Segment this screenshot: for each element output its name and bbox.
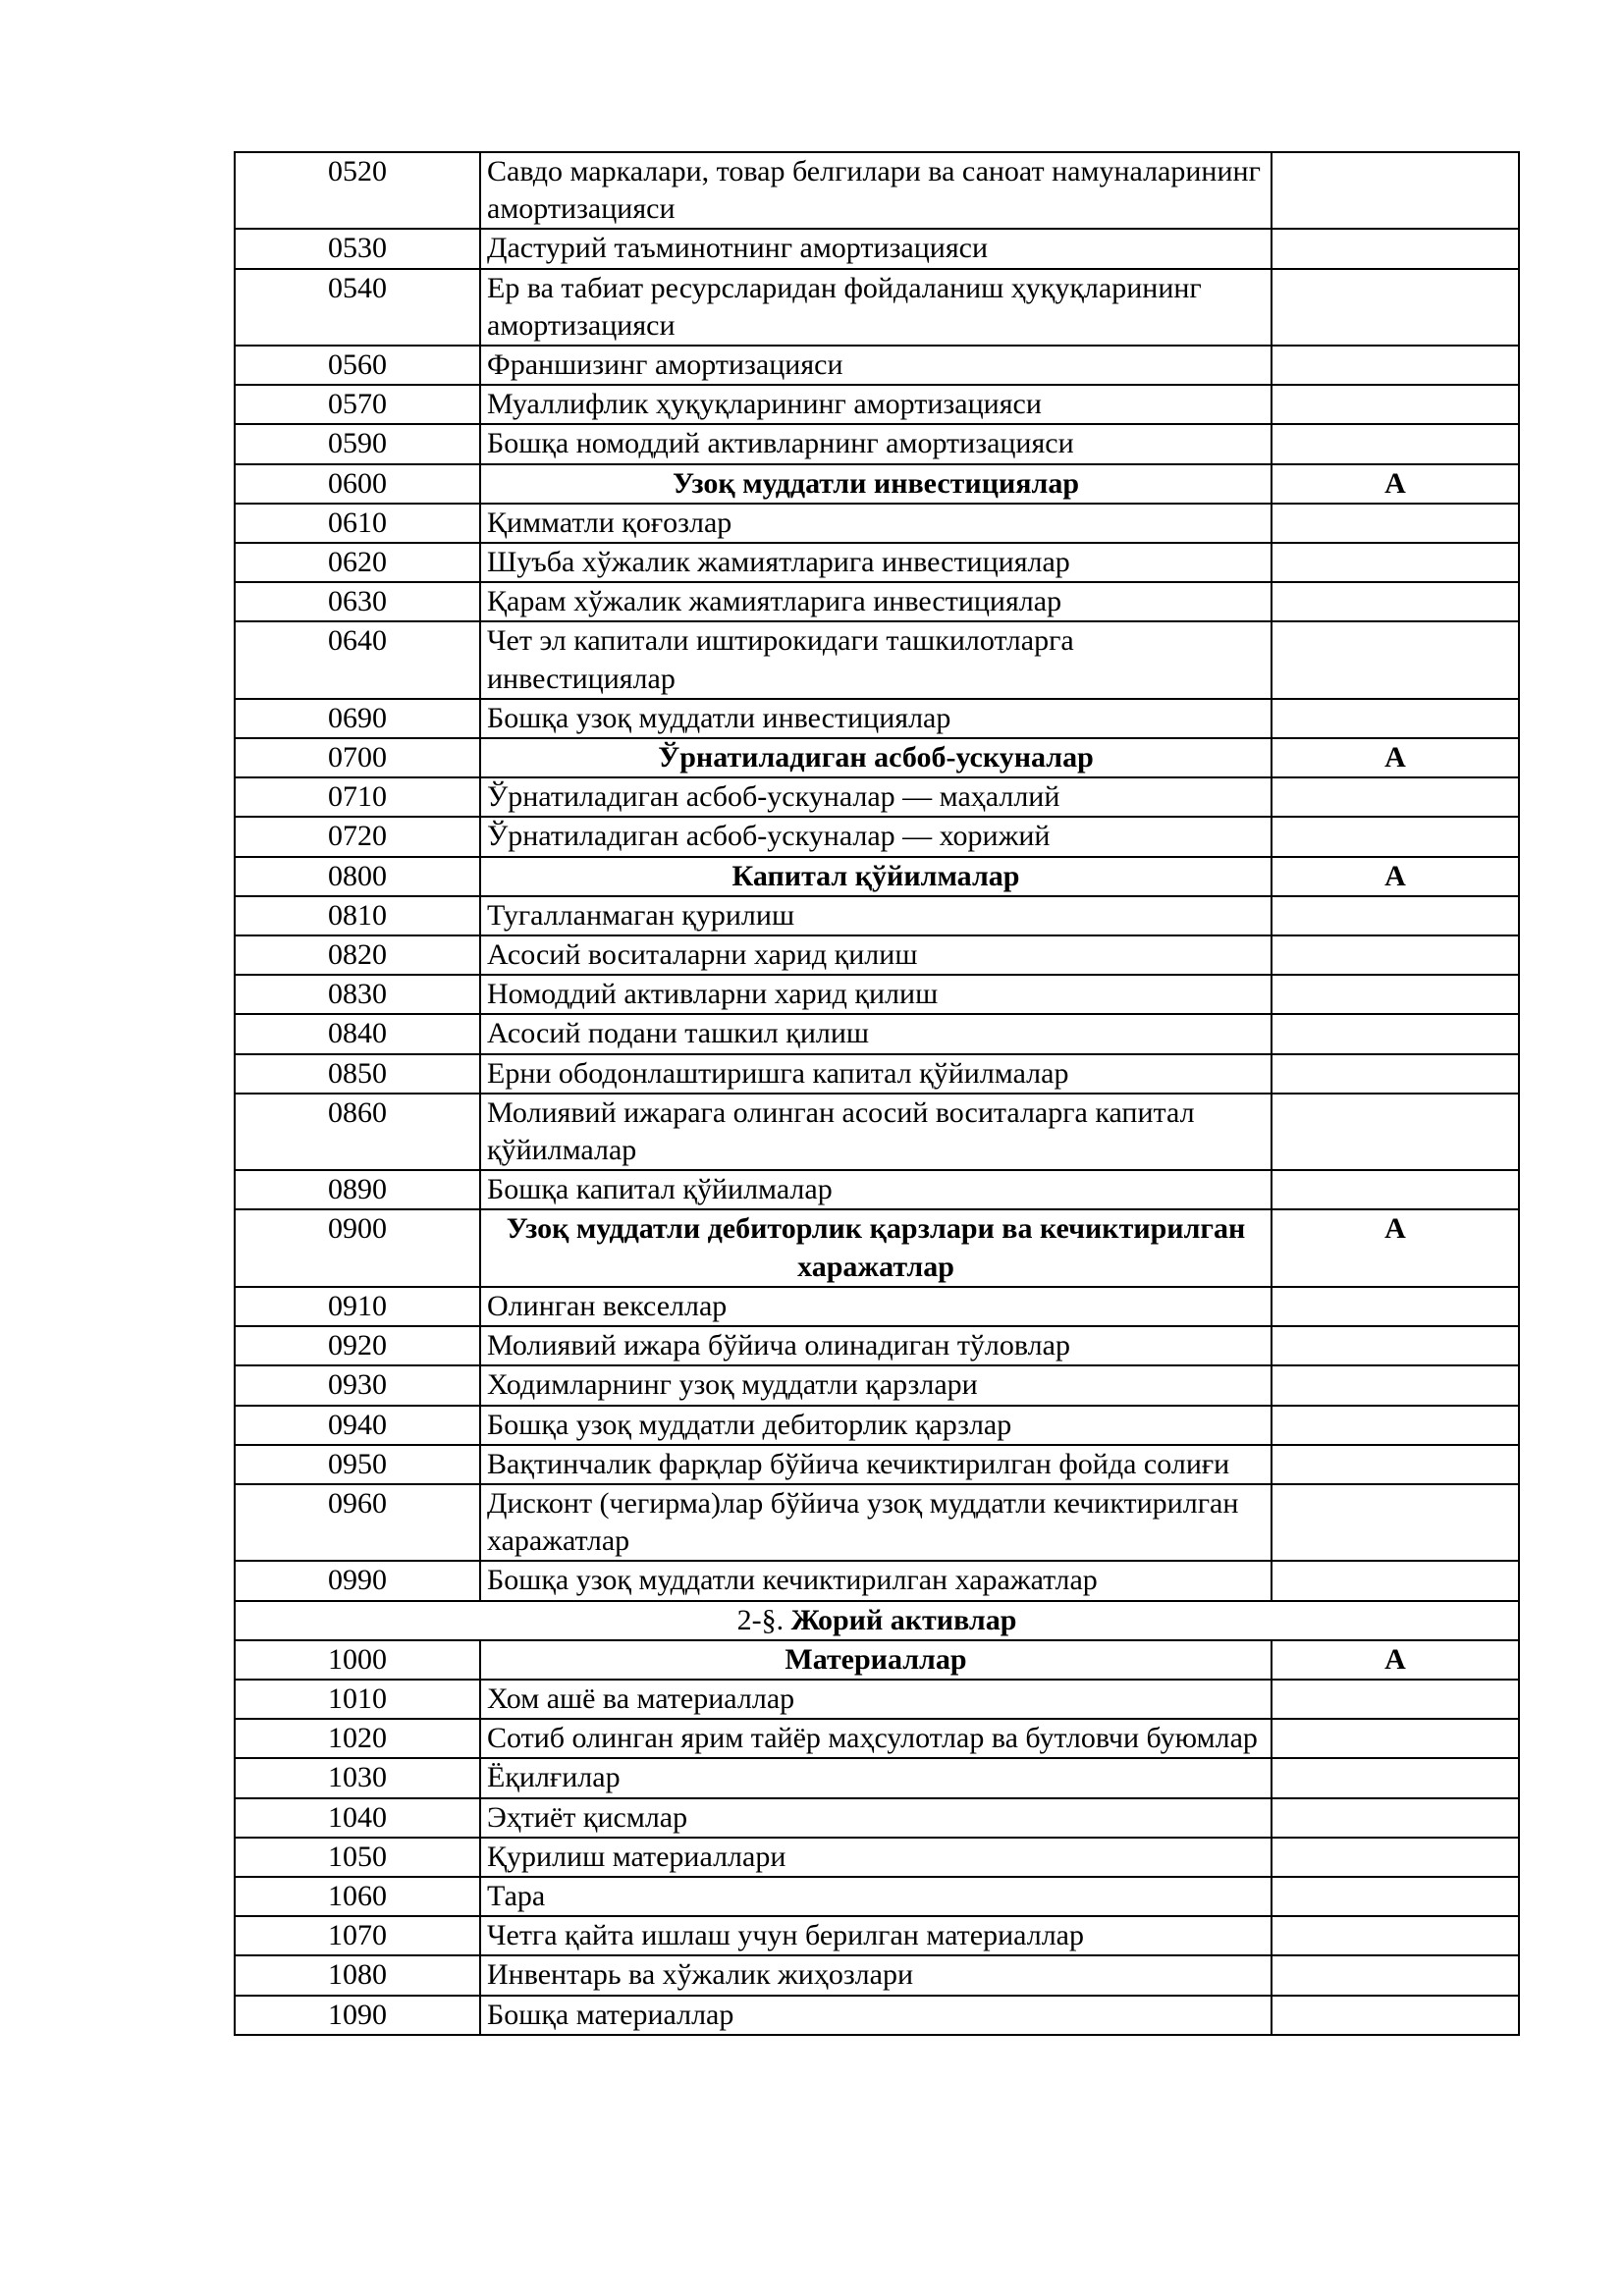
- account-name: Ёқилғилар: [480, 1758, 1272, 1797]
- account-row: [235, 424, 1519, 463]
- account-code: 0850: [235, 1054, 480, 1094]
- account-type-mark: [1272, 1326, 1519, 1365]
- account-row: [235, 777, 1519, 817]
- account-name: Бошқа узоқ муддатли дебиторлик қарзлар: [480, 1406, 1272, 1445]
- account-type-mark: [1272, 1406, 1519, 1445]
- group-row: [235, 464, 1519, 504]
- account-row: [235, 1170, 1519, 1209]
- account-type-mark: [1272, 896, 1519, 935]
- account-type-mark: [1272, 621, 1519, 698]
- account-name: Муаллифлик ҳуқуқларининг амортизацияси: [480, 385, 1272, 424]
- section-number: 2-§.: [736, 1603, 785, 1636]
- account-row: [235, 621, 1519, 698]
- account-row: [235, 152, 1519, 229]
- account-name: Бошқа номоддий активларнинг амортизацияси: [480, 424, 1272, 463]
- account-name: Асосий воситаларни харид қилиш: [480, 935, 1272, 975]
- account-name: Вақтинчалик фарқлар бўйича кечиктирилган фойда солиғи: [480, 1445, 1272, 1484]
- account-code: 1060: [235, 1877, 480, 1916]
- account-code: 1010: [235, 1680, 480, 1719]
- account-type-mark: [1272, 582, 1519, 621]
- account-code: 0950: [235, 1445, 480, 1484]
- account-code: 0520: [235, 152, 480, 229]
- account-name: Ерни ободонлаштиришга капитал қўйилмалар: [480, 1054, 1272, 1094]
- account-type-mark: [1272, 1561, 1519, 1600]
- account-row: [235, 817, 1519, 856]
- account-type-mark: [1272, 1054, 1519, 1094]
- section-title: Жорий активлар: [790, 1603, 1017, 1636]
- section-heading: [235, 1601, 1519, 1640]
- account-code: 0620: [235, 543, 480, 582]
- account-code: 0860: [235, 1094, 480, 1170]
- account-code: 0600: [235, 464, 480, 504]
- account-row: [235, 1365, 1519, 1405]
- account-row: [235, 1916, 1519, 1955]
- group-title: Узоқ муддатли инвестициялар: [480, 464, 1272, 504]
- group-row: [235, 1640, 1519, 1680]
- account-name: Тара: [480, 1877, 1272, 1916]
- account-type-mark: [1272, 935, 1519, 975]
- account-code: 1030: [235, 1758, 480, 1797]
- group-title: Узоқ муддатли дебиторлик қарзлари ва кечиктирилган харажатлар: [480, 1209, 1272, 1286]
- account-code: 0940: [235, 1406, 480, 1445]
- account-name: Ўрнатиладиган асбоб-ускуналар — хорижий: [480, 817, 1272, 856]
- account-row: [235, 1094, 1519, 1170]
- account-type-mark: [1272, 1014, 1519, 1053]
- account-name: Асосий подани ташкил қилиш: [480, 1014, 1272, 1053]
- account-row: [235, 1838, 1519, 1877]
- section-row: [235, 1601, 1519, 1640]
- account-name: Хом ашё ва материаллар: [480, 1680, 1272, 1719]
- account-name: Бошқа капитал қўйилмалар: [480, 1170, 1272, 1209]
- account-row: [235, 1484, 1519, 1561]
- account-code: 0610: [235, 504, 480, 543]
- account-name: Ўрнатиладиган асбоб-ускуналар — маҳаллий: [480, 777, 1272, 817]
- account-type-mark: А: [1272, 1209, 1519, 1286]
- account-row: [235, 1877, 1519, 1916]
- account-code: 0820: [235, 935, 480, 975]
- account-type-mark: [1272, 1484, 1519, 1561]
- account-type-mark: [1272, 777, 1519, 817]
- account-name: Франшизинг амортизацияси: [480, 346, 1272, 385]
- account-type-mark: [1272, 1916, 1519, 1955]
- account-code: 1080: [235, 1955, 480, 1995]
- account-type-mark: А: [1272, 464, 1519, 504]
- account-name: Сотиб олинган ярим тайёр маҳсулотлар ва бутловчи буюмлар: [480, 1719, 1272, 1758]
- account-name: Бошқа узоқ муддатли инвестициялар: [480, 699, 1272, 738]
- account-code: 0830: [235, 975, 480, 1014]
- account-type-mark: А: [1272, 857, 1519, 896]
- account-row: [235, 1798, 1519, 1838]
- account-type-mark: [1272, 543, 1519, 582]
- account-code: 0560: [235, 346, 480, 385]
- account-type-mark: [1272, 1445, 1519, 1484]
- account-row: [235, 1680, 1519, 1719]
- account-name: Бошқа узоқ муддатли кечиктирилган харажатлар: [480, 1561, 1272, 1600]
- account-type-mark: А: [1272, 1640, 1519, 1680]
- account-name: Олинган векселлар: [480, 1287, 1272, 1326]
- account-row: [235, 1287, 1519, 1326]
- account-code: 1070: [235, 1916, 480, 1955]
- account-name: Дисконт (чегирма)лар бўйича узоқ муддатли кечиктирилган харажатлар: [480, 1484, 1272, 1561]
- account-code: 0570: [235, 385, 480, 424]
- account-row: [235, 1955, 1519, 1995]
- account-row: [235, 229, 1519, 268]
- account-row: [235, 385, 1519, 424]
- group-row: [235, 738, 1519, 777]
- account-row: [235, 1445, 1519, 1484]
- account-type-mark: [1272, 269, 1519, 346]
- account-code: 0840: [235, 1014, 480, 1053]
- account-type-mark: А: [1272, 738, 1519, 777]
- account-row: [235, 1326, 1519, 1365]
- account-code: 0640: [235, 621, 480, 698]
- account-name: Қарам хўжалик жамиятларига инвестициялар: [480, 582, 1272, 621]
- account-code: 1040: [235, 1798, 480, 1838]
- account-code: 0900: [235, 1209, 480, 1286]
- account-name: Чет эл капитали иштирокидаги ташкилотларга инвестициялар: [480, 621, 1272, 698]
- account-code: 1000: [235, 1640, 480, 1680]
- account-type-mark: [1272, 1094, 1519, 1170]
- account-code: 0930: [235, 1365, 480, 1405]
- account-name: Четга қайта ишлаш учун берилган материаллар: [480, 1916, 1272, 1955]
- account-type-mark: [1272, 504, 1519, 543]
- group-row: [235, 857, 1519, 896]
- account-row: [235, 1758, 1519, 1797]
- account-row: [235, 1561, 1519, 1600]
- account-code: 0630: [235, 582, 480, 621]
- account-code: 0990: [235, 1561, 480, 1600]
- account-row: [235, 269, 1519, 346]
- account-name: Молиявий ижара бўйича олинадиган тўловлар: [480, 1326, 1272, 1365]
- account-type-mark: [1272, 152, 1519, 229]
- account-row: [235, 1014, 1519, 1053]
- account-type-mark: [1272, 1680, 1519, 1719]
- account-code: 0960: [235, 1484, 480, 1561]
- account-type-mark: [1272, 1798, 1519, 1838]
- account-row: [235, 543, 1519, 582]
- account-row: [235, 1719, 1519, 1758]
- account-type-mark: [1272, 229, 1519, 268]
- account-type-mark: [1272, 1996, 1519, 2035]
- account-name: Ер ва табиат ресурсларидан фойдаланиш ҳуқуқларининг амортизацияси: [480, 269, 1272, 346]
- account-name: Шуъба хўжалик жамиятларига инвестициялар: [480, 543, 1272, 582]
- account-type-mark: [1272, 1758, 1519, 1797]
- group-row: [235, 1209, 1519, 1286]
- account-code: 0920: [235, 1326, 480, 1365]
- account-row: [235, 699, 1519, 738]
- account-type-mark: [1272, 1287, 1519, 1326]
- account-code: 0690: [235, 699, 480, 738]
- account-name: Ходимларнинг узоқ муддатли қарзлари: [480, 1365, 1272, 1405]
- account-type-mark: [1272, 1955, 1519, 1995]
- account-type-mark: [1272, 1838, 1519, 1877]
- account-code: 1020: [235, 1719, 480, 1758]
- accounts-table: [234, 151, 1520, 2036]
- account-code: 0890: [235, 1170, 480, 1209]
- account-row: [235, 935, 1519, 975]
- account-code: 0810: [235, 896, 480, 935]
- account-type-mark: [1272, 1719, 1519, 1758]
- account-code: 0720: [235, 817, 480, 856]
- table-body: [235, 152, 1519, 2035]
- account-type-mark: [1272, 817, 1519, 856]
- account-name: Дастурий таъминотнинг амортизацияси: [480, 229, 1272, 268]
- group-title: Ўрнатиладиган асбоб-ускуналар: [480, 738, 1272, 777]
- account-name: Савдо маркалари, товар белгилари ва саноат намуналарининг амортизацияси: [480, 152, 1272, 229]
- account-row: [235, 896, 1519, 935]
- account-code: 0700: [235, 738, 480, 777]
- account-code: 0540: [235, 269, 480, 346]
- account-type-mark: [1272, 1365, 1519, 1405]
- account-name: Эҳтиёт қисмлар: [480, 1798, 1272, 1838]
- account-type-mark: [1272, 346, 1519, 385]
- account-name: Инвентарь ва хўжалик жиҳозлари: [480, 1955, 1272, 1995]
- account-code: 1050: [235, 1838, 480, 1877]
- account-name: Қурилиш материаллари: [480, 1838, 1272, 1877]
- account-row: [235, 346, 1519, 385]
- account-name: Қимматли қоғозлар: [480, 504, 1272, 543]
- account-row: [235, 1996, 1519, 2035]
- account-code: 0710: [235, 777, 480, 817]
- account-row: [235, 504, 1519, 543]
- account-code: 0590: [235, 424, 480, 463]
- account-row: [235, 582, 1519, 621]
- account-name: Бошқа материаллар: [480, 1996, 1272, 2035]
- account-type-mark: [1272, 385, 1519, 424]
- account-type-mark: [1272, 699, 1519, 738]
- account-type-mark: [1272, 1877, 1519, 1916]
- account-name: Номоддий активларни харид қилиш: [480, 975, 1272, 1014]
- account-code: 0530: [235, 229, 480, 268]
- account-type-mark: [1272, 975, 1519, 1014]
- account-row: [235, 1054, 1519, 1094]
- account-name: Молиявий ижарага олинган асосий воситаларга капитал қўйилмалар: [480, 1094, 1272, 1170]
- account-type-mark: [1272, 1170, 1519, 1209]
- account-code: 0910: [235, 1287, 480, 1326]
- account-code: 0800: [235, 857, 480, 896]
- account-row: [235, 975, 1519, 1014]
- account-name: Тугалланмаган қурилиш: [480, 896, 1272, 935]
- account-code: 1090: [235, 1996, 480, 2035]
- group-title: Капитал қўйилмалар: [480, 857, 1272, 896]
- group-title: Материаллар: [480, 1640, 1272, 1680]
- account-row: [235, 1406, 1519, 1445]
- account-type-mark: [1272, 424, 1519, 463]
